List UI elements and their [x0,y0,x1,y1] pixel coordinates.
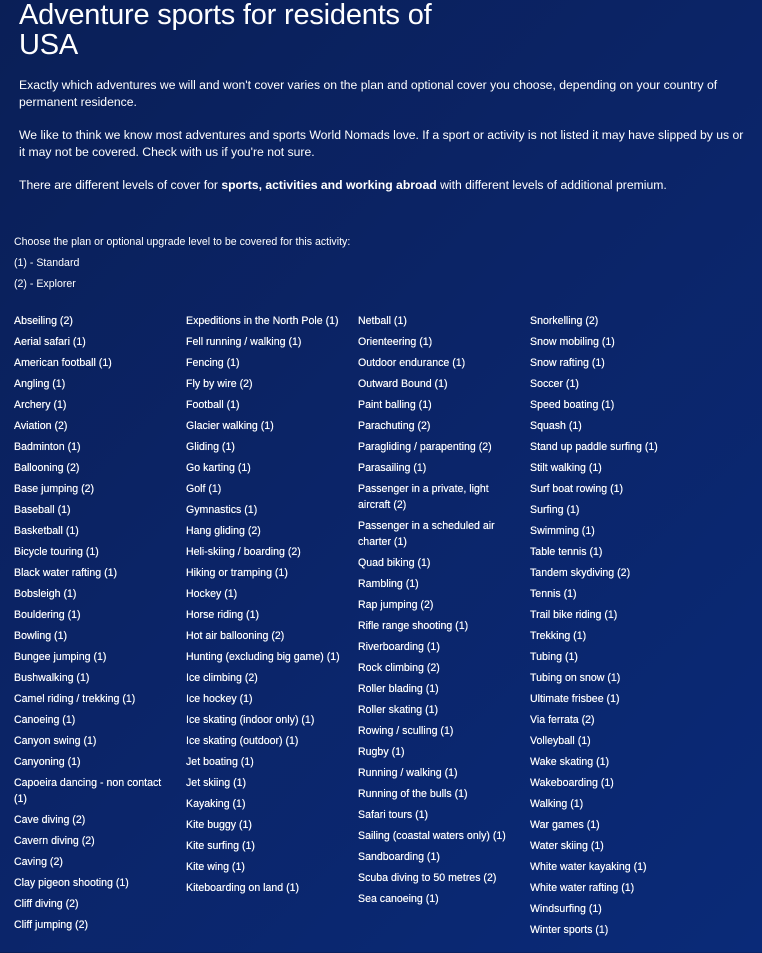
activity-item: Gliding (1) [186,441,235,453]
activity-item: Bobsleigh (1) [14,588,77,600]
activity-item: Volleyball (1) [530,735,591,747]
activity-item: Capoeira dancing - non contact (1) [14,777,162,805]
activity-item: Wake skating (1) [530,756,610,768]
activity-item: Surfing (1) [530,504,580,516]
activity-item: Bowling (1) [14,630,67,642]
activity-column-2 [186,313,344,901]
activity-item: Swimming (1) [530,525,595,537]
activity-item: Glacier walking (1) [186,420,274,432]
activity-item: Fencing (1) [186,357,240,369]
activity-item: Safari tours (1) [358,809,429,821]
activity-item: Windsurfing (1) [530,903,602,915]
activity-item: Hockey (1) [186,588,238,600]
activity-item: Paint balling (1) [358,399,432,411]
activity-item: Passenger in a private, light aircraft (2) [358,483,489,511]
activity-item: Paragliding / parapenting (2) [358,441,492,453]
activity-item: Speed boating (1) [530,399,615,411]
plan-explorer: (2) - Explorer [14,278,76,290]
activity-item: Rifle range shooting (1) [358,620,469,632]
activity-item: Tennis (1) [530,588,577,600]
activity-item: Canoeing (1) [14,714,76,726]
intro-section [19,77,744,210]
activity-item: Base jumping (2) [14,483,95,495]
activity-item: Basketball (1) [14,525,79,537]
intro-paragraph-not-listed: We like to think we know most adventures and sports World Nomads love. If a sport or activity is not listed it may have slipped by us or it may not be covered. Check with us if you're not sure. [19,128,744,159]
activity-item: Black water rafting (1) [14,567,118,579]
activity-item: Wakeboarding (1) [530,777,614,789]
activity-item: White water rafting (1) [530,882,635,894]
activity-item: Snow rafting (1) [530,357,605,369]
activity-item: Walking (1) [530,798,584,810]
activity-item: Tubing (1) [530,651,578,663]
activity-item: Scuba diving to 50 metres (2) [358,872,497,884]
activity-item: Expeditions in the North Pole (1) [186,315,339,327]
activity-item: Badminton (1) [14,441,81,453]
activity-item: Quad biking (1) [358,557,431,569]
activity-item: Table tennis (1) [530,546,603,558]
activity-item: Stand up paddle surfing (1) [530,441,658,453]
activity-item: Rowing / sculling (1) [358,725,454,737]
activity-item: Fly by wire (2) [186,378,253,390]
activity-item: Hiking or tramping (1) [186,567,288,579]
page-title: Adventure sports for residents of USA [19,0,432,61]
activity-item: Rugby (1) [358,746,405,758]
activity-item: Sandboarding (1) [358,851,440,863]
activity-item: Kite buggy (1) [186,819,252,831]
activity-item: Ice hockey (1) [186,693,253,705]
activity-item: Orienteering (1) [358,336,433,348]
activity-item: Tubing on snow (1) [530,672,621,684]
activity-item: Bicycle touring (1) [14,546,99,558]
activity-item: Rock climbing (2) [358,662,440,674]
activity-item: Passenger in a scheduled air charter (1) [358,520,495,548]
activity-item: Ice climbing (2) [186,672,258,684]
activity-item: Canyoning (1) [14,756,81,768]
activity-item: Caving (2) [14,856,63,868]
activity-item: Hunting (excluding big game) (1) [186,651,340,663]
activity-item: War games (1) [530,819,600,831]
activity-item: Snow mobiling (1) [530,336,615,348]
activity-item: Winter sports (1) [530,924,609,936]
activity-item: Tandem skydiving (2) [530,567,631,579]
activity-item: Bungee jumping (1) [14,651,107,663]
activity-item: Roller skating (1) [358,704,439,716]
activity-item: Sea canoeing (1) [358,893,439,905]
activity-item: Kayaking (1) [186,798,246,810]
levels-text-before: There are different levels of cover for [19,178,222,192]
activity-item: Fell running / walking (1) [186,336,302,348]
activity-item: Golf (1) [186,483,222,495]
activity-item: Cliff diving (2) [14,898,79,910]
activity-item: Angling (1) [14,378,66,390]
activity-item: Football (1) [186,399,240,411]
activity-item: Outdoor endurance (1) [358,357,466,369]
activity-item: Sailing (coastal waters only) (1) [358,830,506,842]
activity-item: Go karting (1) [186,462,251,474]
activity-item: Stilt walking (1) [530,462,602,474]
activity-item: Baseball (1) [14,504,71,516]
intro-paragraph-coverage: Exactly which adventures we will and won't cover varies on the plan and optional cover you choose, depending on your country of permanent residence. [19,78,718,109]
activity-item: Rambling (1) [358,578,419,590]
activity-item: Snorkelling (2) [530,315,599,327]
activity-item: Cavern diving (2) [14,835,95,847]
intro-paragraph-levels [19,177,744,194]
activity-item: Netball (1) [358,315,407,327]
activity-item: Bouldering (1) [14,609,81,621]
activity-item: Bushwalking (1) [14,672,90,684]
activity-item: Surf boat rowing (1) [530,483,624,495]
plan-legend [14,232,714,295]
activity-item: Via ferrata (2) [530,714,595,726]
activity-item: Hang gliding (2) [186,525,261,537]
activity-item: Kiteboarding on land (1) [186,882,300,894]
activity-item: Trail bike riding (1) [530,609,618,621]
activity-item: Aviation (2) [14,420,68,432]
activity-item: Parachuting (2) [358,420,431,432]
activity-item: Camel riding / trekking (1) [14,693,136,705]
activity-item: Parasailing (1) [358,462,427,474]
activity-list [14,313,759,953]
activity-item: Horse riding (1) [186,609,260,621]
activity-item: Canyon swing (1) [14,735,97,747]
levels-text-after: with different levels of additional premium. [436,178,667,192]
activity-item: Outward Bound (1) [358,378,448,390]
activity-item: Gymnastics (1) [186,504,258,516]
activity-item: Jet skiing (1) [186,777,247,789]
levels-link-sports-activities[interactable]: sports, activities and working abroad [221,178,437,192]
activity-item: Abseiling (2) [14,315,73,327]
activity-item: Riverboarding (1) [358,641,440,653]
activity-item: Cave diving (2) [14,814,86,826]
activity-item: Running of the bulls (1) [358,788,468,800]
activity-item: Running / walking (1) [358,767,458,779]
activity-item: Aerial safari (1) [14,336,86,348]
activity-item: White water kayaking (1) [530,861,647,873]
activity-item: Heli-skiing / boarding (2) [186,546,301,558]
activity-item: Ice skating (outdoor) (1) [186,735,299,747]
activity-item: Clay pigeon shooting (1) [14,877,129,889]
activity-item: Jet boating (1) [186,756,254,768]
activity-item: Squash (1) [530,420,582,432]
activity-column-1 [14,313,172,938]
activity-item: Archery (1) [14,399,67,411]
activity-column-4 [530,313,670,943]
activity-item: Ultimate frisbee (1) [530,693,620,705]
activity-item: American football (1) [14,357,112,369]
plan-legend-heading: Choose the plan or optional upgrade level to be covered for this activity: [14,236,351,248]
plan-standard: (1) - Standard [14,257,80,269]
activity-item: Kite wing (1) [186,861,245,873]
activity-item: Soccer (1) [530,378,579,390]
activity-column-3 [358,313,516,912]
activity-item: Hot air ballooning (2) [186,630,285,642]
activity-item: Water skiing (1) [530,840,604,852]
activity-item: Kite surfing (1) [186,840,255,852]
activity-item: Trekking (1) [530,630,587,642]
activity-item: Roller blading (1) [358,683,439,695]
activity-item: Ballooning (2) [14,462,80,474]
activity-item: Rap jumping (2) [358,599,434,611]
activity-item: Cliff jumping (2) [14,919,88,931]
activity-item: Ice skating (indoor only) (1) [186,714,315,726]
